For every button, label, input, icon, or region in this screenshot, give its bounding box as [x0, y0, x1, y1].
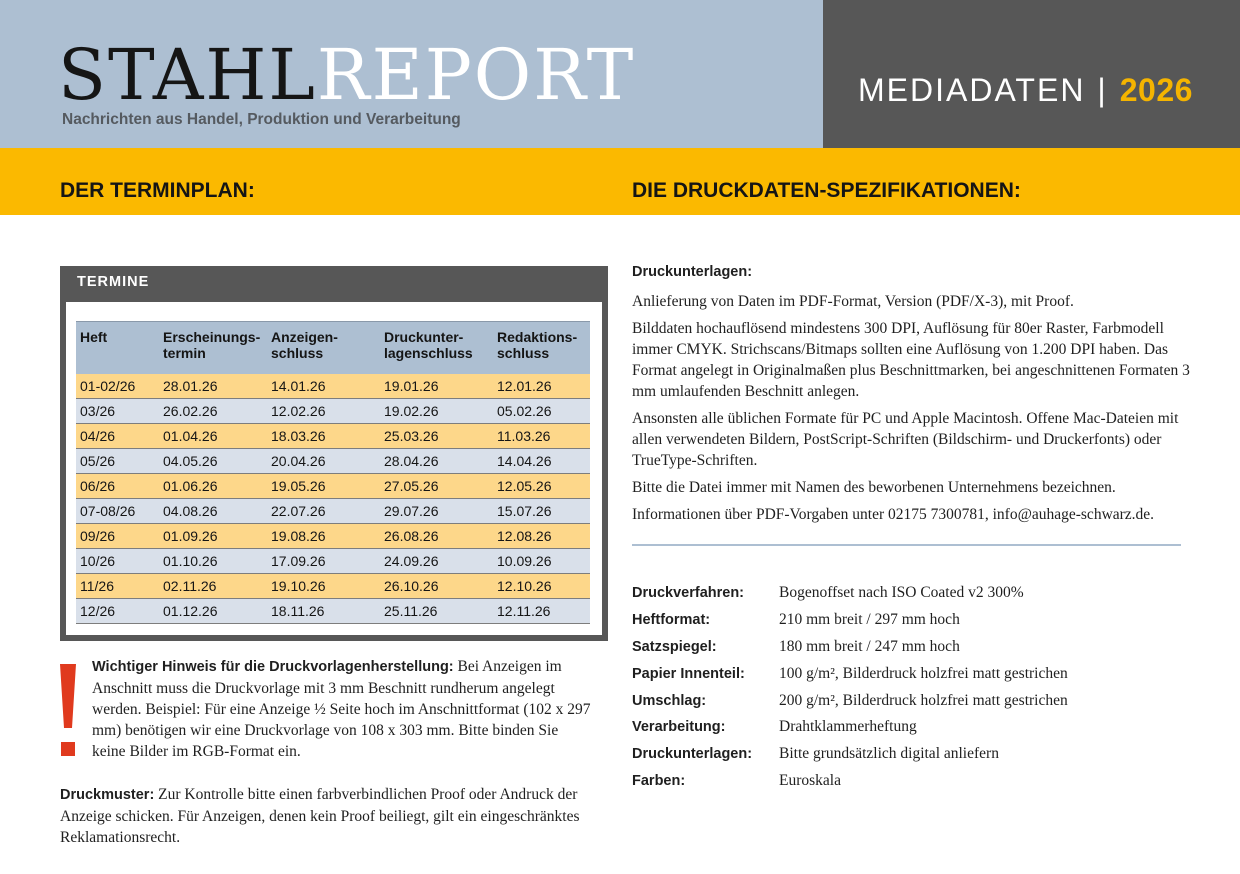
table-cell: 15.07.26	[493, 499, 590, 524]
spec-label: Druckunterlagen:	[632, 746, 753, 763]
table-row	[76, 374, 590, 399]
table-cell: 26.08.26	[380, 524, 493, 549]
section-divider	[632, 544, 1181, 546]
table-cell: 01.12.26	[159, 599, 267, 624]
table-row	[76, 524, 590, 549]
table-row	[76, 474, 590, 499]
table-cell: 06/26	[76, 474, 159, 499]
druckdaten-spezifikation	[632, 262, 1192, 531]
spec-value: 210 mm breit / 297 mm hoch	[779, 611, 960, 629]
table-cell: 04.08.26	[159, 499, 267, 524]
table-cell: 27.05.26	[380, 474, 493, 499]
spec-row	[632, 741, 1192, 768]
spec-value: 180 mm breit / 247 mm hoch	[779, 637, 960, 655]
spec-value: 100 g/m², Bilderdruck holzfrei matt gestrichen	[779, 664, 1068, 682]
table-cell: 26.10.26	[380, 574, 493, 599]
column-header: Erscheinungs- termin	[159, 322, 267, 374]
table-cell: 04.05.26	[159, 449, 267, 474]
table-cell: 18.03.26	[267, 424, 380, 449]
table-cell: 12.10.26	[493, 574, 590, 599]
table-cell: 12.02.26	[267, 399, 380, 424]
spec-paragraph: Anlieferung von Daten im PDF-Format, Version (PDF/X-3), mit Proof.	[632, 293, 1074, 310]
spec-label: Farben:	[632, 772, 686, 789]
terminplan-heading: DER TERMINPLAN:	[60, 179, 255, 202]
table-cell: 10/26	[76, 549, 159, 574]
termine-box-title: TERMINE	[77, 274, 150, 290]
exclamation-icon	[60, 664, 76, 756]
table-cell: 14.01.26	[267, 374, 380, 399]
table-cell: 12/26	[76, 599, 159, 624]
druckmuster-text: Zur Kontrolle bitte einen farbverbindlichen Proof oder Andruck der Anzeige schicken. Für Anzeigen, denen kein Proof beiliegt, gilt ein eingeschränktes Reklamationsrecht.	[60, 786, 580, 846]
table-row	[76, 549, 590, 574]
table-cell: 29.07.26	[380, 499, 493, 524]
table-cell: 20.04.26	[267, 449, 380, 474]
hinweis-text: Bei Anzeigen im Anschnitt muss die Druckvorlage mit 3 mm Beschnitt rundherum angelegt werden. Beispiel: Für eine Anzeige ½ Seite hoch im Anschnittformat (102 x 297 mm) benötigen wir eine Druckvorlage von 108 x 303 mm. Bitte binden Sie keine Bilder im RGB-Format ein.	[92, 658, 591, 760]
table-cell: 14.04.26	[493, 449, 590, 474]
table-cell: 01.04.26	[159, 424, 267, 449]
column-header: Druckunter- lagenschluss	[380, 322, 493, 374]
table-row	[76, 424, 590, 449]
druckmuster-note	[60, 784, 600, 848]
table-cell: 09/26	[76, 524, 159, 549]
column-header: Heft	[76, 322, 159, 374]
column-header: Anzeigen- schluss	[267, 322, 380, 374]
table-cell: 19.05.26	[267, 474, 380, 499]
spec-label: Heftformat:	[632, 612, 711, 629]
table-cell: 05/26	[76, 449, 159, 474]
table-row	[76, 574, 590, 599]
druckunterlagen-label: Druckunterlagen:	[632, 264, 753, 280]
spec-value: Bitte grundsätzlich digital anliefern	[779, 745, 999, 763]
spec-paragraph: Ansonsten alle üblichen Formate für PC und Apple Macintosh. Offene Mac-Dateien mit allen verwendeten Bildern, PostScript-Schriften (Bildschirm- und Druckerfonts) oder TrueType-Schriften.	[632, 410, 1179, 469]
spec-label: Satzspiegel:	[632, 638, 717, 655]
spec-paragraph: Bilddaten hochauflösend mindestens 300 DPI, Auflösung für 80er Raster, Farbmodell immer CMYK. Strichscans/Bitmaps sollten eine Auflösung von 1.200 DPI haben. Das Format angelegt in Originalmaßen plus Beschnittmarken, bei angeschnittenen Formaten 3 mm umlaufenden Beschnitt anlegen.	[632, 320, 1190, 400]
spec-label: Umschlag:	[632, 692, 707, 709]
table-cell: 24.09.26	[380, 549, 493, 574]
spec-row	[632, 607, 1192, 634]
table-cell: 12.08.26	[493, 524, 590, 549]
spec-paragraph: Bitte die Datei immer mit Namen des beworbenen Unternehmens bezeichnen.	[632, 479, 1116, 496]
table-cell: 05.02.26	[493, 399, 590, 424]
table-cell: 25.11.26	[380, 599, 493, 624]
table-cell: 12.05.26	[493, 474, 590, 499]
table-cell: 11.03.26	[493, 424, 590, 449]
table-cell: 28.01.26	[159, 374, 267, 399]
table-cell: 07-08/26	[76, 499, 159, 524]
table-cell: 01.09.26	[159, 524, 267, 549]
spec-row	[632, 660, 1192, 687]
spec-row	[632, 768, 1192, 795]
table-cell: 18.11.26	[267, 599, 380, 624]
table-cell: 26.02.26	[159, 399, 267, 424]
table-cell: 03/26	[76, 399, 159, 424]
table-cell: 01.06.26	[159, 474, 267, 499]
table-cell: 12.11.26	[493, 599, 590, 624]
table-cell: 19.01.26	[380, 374, 493, 399]
table-cell: 19.08.26	[267, 524, 380, 549]
spec-row	[632, 634, 1192, 661]
spec-value: 200 g/m², Bilderdruck holzfrei matt gestrichen	[779, 691, 1068, 709]
table-cell: 17.09.26	[267, 549, 380, 574]
spec-row	[632, 714, 1192, 741]
spec-row	[632, 687, 1192, 714]
spec-label: Papier Innenteil:	[632, 665, 745, 682]
column-header: Redaktions- schluss	[493, 322, 590, 374]
spec-value: Bogenoffset nach ISO Coated v2 300%	[779, 584, 1024, 602]
table-cell: 11/26	[76, 574, 159, 599]
spec-value: Drahtklammerheftung	[779, 718, 917, 736]
druckmuster-label: Druckmuster:	[60, 787, 155, 803]
table-row	[76, 399, 590, 424]
spec-row	[632, 580, 1192, 607]
table-cell: 04/26	[76, 424, 159, 449]
table-cell: 22.07.26	[267, 499, 380, 524]
spec-label: Druckverfahren:	[632, 585, 745, 602]
spec-paragraph: Informationen über PDF-Vorgaben unter 02175 7300781, info@auhage-schwarz.de.	[632, 506, 1155, 523]
table-cell: 19.10.26	[267, 574, 380, 599]
table-header-row	[76, 322, 590, 374]
termine-box-inner	[66, 302, 602, 635]
spec-value: Euroskala	[779, 771, 841, 789]
table-cell: 19.02.26	[380, 399, 493, 424]
table-row	[76, 599, 590, 624]
header-left-panel	[0, 0, 823, 148]
druckvorlagen-hinweis	[92, 656, 592, 762]
spec-label: Verarbeitung:	[632, 719, 726, 736]
mediadaten-label: MEDIADATEN	[858, 72, 1086, 108]
table-cell: 10.09.26	[493, 549, 590, 574]
table-cell: 01-02/26	[76, 374, 159, 399]
logo-report: REPORT	[316, 34, 636, 116]
tagline: Nachrichten aus Handel, Produktion und Verarbeitung	[62, 111, 461, 128]
table-cell: 28.04.26	[380, 449, 493, 474]
table-body	[76, 374, 590, 624]
logo-stahl: STAHL	[58, 34, 317, 116]
table-cell: 02.11.26	[159, 574, 267, 599]
technische-daten-list	[632, 580, 1192, 794]
stahlreport-logo	[58, 34, 636, 116]
table-row	[76, 449, 590, 474]
table-cell: 25.03.26	[380, 424, 493, 449]
druckdaten-heading: DIE DRUCKDATEN-SPEZIFIKATIONEN:	[632, 179, 1021, 202]
mediadaten-title	[858, 70, 1193, 110]
title-separator: |	[1097, 72, 1108, 108]
termine-table	[76, 321, 590, 624]
table-cell: 01.10.26	[159, 549, 267, 574]
table-cell: 12.01.26	[493, 374, 590, 399]
year-label: 2026	[1119, 72, 1193, 108]
table-row	[76, 499, 590, 524]
hinweis-label: Wichtiger Hinweis für die Druckvorlagenherstellung:	[92, 659, 454, 675]
termine-box	[60, 266, 608, 641]
